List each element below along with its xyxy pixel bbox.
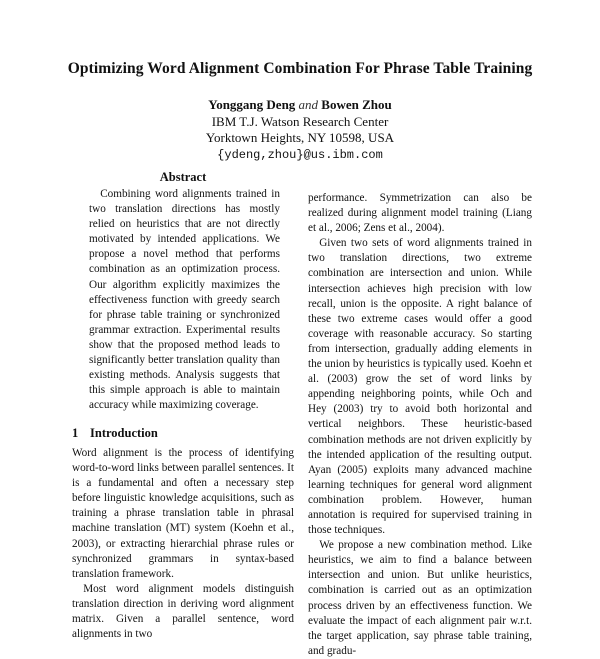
paragraph: Most word alignment models distinguish translation direction in deriving word alignment matrix. Given a parallel sentence, word alignments in two xyxy=(72,582,294,641)
author-block xyxy=(100,97,500,163)
abstract-text: Combining word alignments trained in two translation directions has mostly relied on heuristics that are not directly motivated by intended applications. We propose a novel method that performs combination as an optimization process. Our algorithm explicitly maximizes the effectiveness function with greedy search for phrase table training or synchronized grammar extraction. Experimental results show that the proposed method leads to significantly better translation quality than existing methods. Analysis suggests that this simple approach is able to maintain accuracy while maximizing coverage. xyxy=(89,188,280,412)
paragraph: We propose a new combination method. Like heuristics, we aim to find a balance between intersection and union. But unlike heuristics, combination is carried out as an optimization process driven by an effectiveness function. We evaluate the impact of each alignment pair w.r.t. the target application, say phrase table training, and gradu- xyxy=(308,539,532,657)
location: Yorktown Heights, NY 10598, USA xyxy=(205,130,395,145)
email: {ydeng,zhou}@us.ibm.com xyxy=(217,147,383,162)
author-names xyxy=(100,97,500,114)
introduction-body xyxy=(72,446,294,642)
abstract-heading: Abstract xyxy=(159,170,207,184)
right-column-body xyxy=(308,191,532,659)
author-conjunction: and xyxy=(298,97,319,112)
paragraph: performance. Symmetrization can also be realized during alignment model training (Liang et al., 2006; Zens et al., 2004). xyxy=(308,192,532,235)
paragraph: Given two sets of word alignments trained in two translation directions, two extreme combination are intersection and union. While intersection achieves high precision with low recall, union is the opposite. A right balance of these two extreme cases would offer a good coverage with reasonable accuracy. So starting from intersection, gradually adding elements in the union by heuristics is typically used. Koehn et al. (2003) grow the set of word links by appending neighboring points, while Och and Hey (2003) try to avoid both horizontal and vertical neighbors. These heuristic-based combination methods are not driven explicitly by the intended application of the resulting output. Ayan (2005) exploits many advanced machine learning techniques for general word alignment combination problem. However, human annotation is required for supervised training in those techniques. xyxy=(308,237,532,537)
paragraph: Word alignment is the process of identifying word-to-word links between parallel sentences. It is a fundamental and often a necessary step before linguistic knowledge acquisitions, such as training a phrase translation table in phrasal machine translation (MT) system (Koehn et al., 2003), or extracting hierarchial phrase rules or synchronized grammars in syntax-based translation framework. xyxy=(72,447,294,580)
author-1: Yonggang Deng xyxy=(208,97,296,112)
section-title: Introduction xyxy=(90,426,158,440)
author-2: Bowen Zhou xyxy=(321,97,392,112)
section-heading xyxy=(72,426,294,441)
affiliation: IBM T.J. Watson Research Center xyxy=(211,113,389,129)
section-number: 1 xyxy=(72,426,79,440)
paper-title: Optimizing Word Alignment Combination For Phrase Table Training xyxy=(67,60,533,77)
